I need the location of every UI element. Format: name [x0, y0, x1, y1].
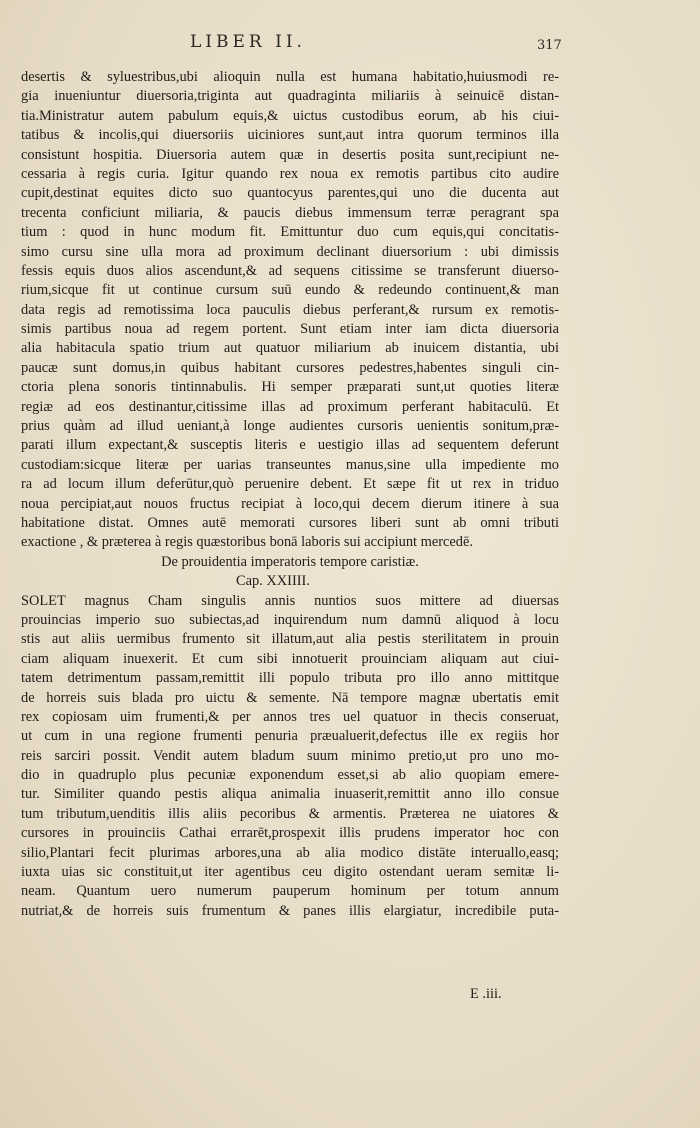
chapter-number: Cap. XXIIII.: [236, 573, 310, 590]
text-line: SOLET magnus Cham singulis annis nuntios suos mittere ad diuersas: [21, 592, 559, 609]
text-line: silio,Plantari fecit plurimas arbores,una ab alia modico distāte interuallo,easq;: [21, 844, 559, 861]
text-line: prouincias imperio suo subiectas,ad inquirendum num damnū aliquod à locu: [21, 611, 559, 628]
text-line: ciam aliquam inuexerit. Et cum sibi innotuerit prouinciam aliquam aut ciui-: [21, 650, 559, 667]
page-number: 317: [537, 38, 562, 53]
text-line: dio in quadruplo plus pecuniæ exponendum esset,si ab alio quopiam emere-: [21, 767, 559, 784]
text-line: tatibus & incolis,qui diuersoriis uiciniores sunt,aut intra quorum terminos illa: [21, 127, 559, 144]
text-line: consistunt hospitia. Diuersoria autem quæ in desertis posita sunt,recipiunt ne-: [21, 146, 559, 163]
text-line: tum tributum,uenditis illis aliis pecoribus & armentis. Præterea ne uiatores &: [21, 805, 559, 822]
text-line: tur. Similiter quando pestis aliqua animalia inuaserit,remittit anno illo consue: [21, 786, 559, 803]
text-line: regiæ ad eos destinantur,citissime illas ad proximum perferant habitaculū. Et: [21, 398, 559, 415]
text-line: data regis ad remotissima loca pauculis diebus perferant,& rursum ex remotis-: [21, 301, 559, 318]
text-line: prius quàm ad illud ueniant,à longe audientes cursoris uenientis sonitum,præ-: [21, 418, 559, 435]
text-line: ut cum in una regione frumenti penuria præualuerit,defectus ille ex regiis hor: [21, 728, 559, 745]
text-line: cursores in prouinciis Cathai errarēt,prospexit illis prudens imperator hoc con: [21, 825, 559, 842]
text-line: tium : quod in hunc modum fit. Emittuntur duo cum equis,qui concitatis-: [21, 224, 559, 241]
paragraph-solet: [21, 592, 559, 922]
text-line: de horreis suis blada pro uictu & semente. Nā tempore magnæ ubertatis emit: [21, 689, 559, 706]
running-title: LIBER II.: [190, 32, 306, 52]
text-line: rium,sicque fit ut continue cursum suū eundo & redeundo continuent,& man: [21, 282, 559, 299]
text-line: reis sarciri possit. Vendit autem bladum suum minimo pretio,ut pro uno mo-: [21, 747, 559, 764]
text-line: cessaria à regis curia. Igitur quando rex noua ex remotis partibus cito audire: [21, 165, 559, 182]
text-line: exactione , & præterea à regis quæstoribus bonā laboris sui accipiunt mercedē.: [21, 534, 473, 551]
text-line: iuxta uias sic constituit,ut iter agentibus ceu digito ostendant ueram semitæ li-: [21, 864, 559, 881]
text-line: habitatione distat. Omnes autē memorati cursores liberi sunt ab omni tributi: [21, 514, 559, 531]
text-line: stis aut aliis uermibus frumento sit illatum,aut alia pestis sterilitatem in prouin: [21, 631, 559, 648]
text-line: desertis & syluestribus,ubi alioquin nulla est humana habitatio,huiusmodi re-: [21, 69, 559, 85]
text-line: tatem detrimentum passam,remittit illi populo tributa pro illo anno mittitque: [21, 670, 559, 687]
text-line: custodiam:sicque literæ per uarias transeuntes manus,sine ulla impediente mo: [21, 456, 559, 473]
text-line: alia habitacula spatio trium aut quatuor miliarium ab inuicem distantia, ubi: [21, 340, 559, 357]
text-line: parati illum expectant,& susceptis literis e uestigio illas ad sequentem deferunt: [21, 437, 559, 454]
text-line: ra ad locum illum deferūtur,quò peruenire debent. Et sæpe fit ut rex in triduo: [21, 476, 559, 493]
text-line: paucæ sunt domus,in quibus habitant cursores pedestres,habentes singuli cin-: [21, 359, 559, 376]
chapter-heading: De prouidentia imperatoris tempore caristiæ.: [161, 553, 419, 570]
catchword-signature: E .iii.: [470, 986, 502, 1002]
text-line: cupit,destinat equites dicto suo quantocyus parentes,qui uno die ducenta aut: [21, 185, 559, 202]
text-line: ctoria plena sonoris tintinnabulis. Hi semper præparati sunt,ut quoties literæ: [21, 379, 559, 396]
text-line: neam. Quantum uero numerum pauperum hominum per totum annum: [21, 883, 559, 900]
text-line: simis partibus noua ad regem portent. Sunt etiam inter iam dicta diuersoria: [21, 321, 559, 338]
text-line: tia.Ministratur autem pabulum equis,& uictus custodibus eorum, ab his ciui-: [21, 107, 559, 124]
paragraph-post: [21, 68, 559, 553]
text-line: rex copiosam uim frumenti,& per annos tres uel quatuor in thecis conseruat,: [21, 708, 559, 725]
text-line: nutriat,& de horreis suis frumentum & panes illis elargiatur, incredibile puta-: [21, 902, 559, 919]
text-line: simo cursu sine ulla mora ad proximum declinant diuersorium : ubi dimissis: [21, 243, 559, 260]
text-line: fessis equis duos alios ascendunt,& ad sequens citissime se transferunt diuerso-: [21, 262, 559, 279]
main-text: [21, 68, 559, 921]
text-line: noua percipiat,aut nouos fructus recipiat à loco,qui decem dierum itinere à sua: [21, 495, 559, 512]
text-line: trecenta conficiunt miliaria, & paucis diebus immensum terræ peragrant spa: [21, 204, 559, 221]
text-line: gia inueniuntur diuersoria,triginta aut quadraginta miliariis à seinuicē distan-: [21, 88, 559, 105]
